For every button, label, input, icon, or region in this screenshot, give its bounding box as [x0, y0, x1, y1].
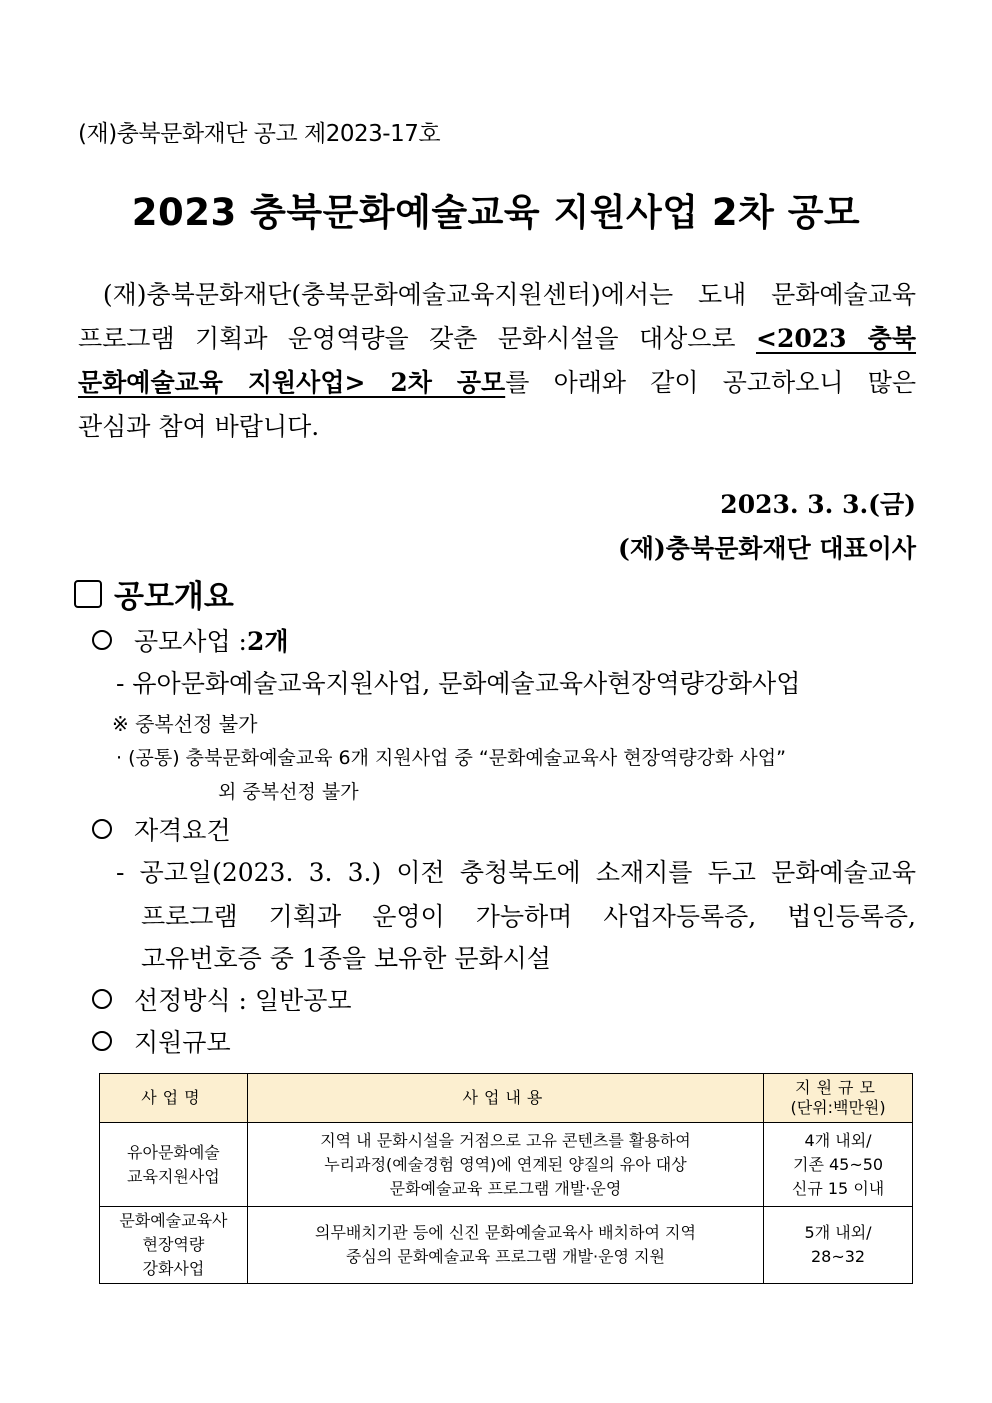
program-item: [92, 622, 289, 658]
page-title: 2023 충북문화예술교육 지원사업 2차 공모: [131, 191, 861, 234]
circle-bullet-icon: [92, 819, 112, 839]
table-header-row: [100, 1074, 913, 1123]
header-program-name: 사업명: [100, 1074, 248, 1123]
row-program-content: 의무배치기관 등에 신진 문화예술교육사 배치하여 지역 중심의 문화예술교육 프로그램 개발·운영 지원: [247, 1207, 763, 1284]
eligibility-label: 자격요건: [134, 816, 231, 845]
header-support-scale: [764, 1074, 913, 1123]
program-label: 공모사업 :: [134, 627, 247, 656]
scale-item: [92, 1023, 231, 1059]
row-support-scale: 4개 내외/ 기존 45~50 신규 15 이내: [764, 1123, 913, 1207]
circle-bullet-icon: [92, 1031, 112, 1051]
header-program-content: 사업내용: [247, 1074, 763, 1123]
row-program-name: 유아문화예술 교육지원사업: [100, 1123, 248, 1207]
intro-highlight-2: 문화예술교육 지원사업> 2차 공모: [78, 368, 506, 397]
intro-line-1: (재)충북문화재단(충북문화예술교육지원센터)에서는 도내 문화예술교육: [102, 280, 916, 309]
table-row: [100, 1207, 913, 1284]
section-heading: [74, 571, 234, 616]
eligibility-line-3: 고유번호증 중 1종을 보유한 문화시설: [141, 944, 551, 973]
row-support-scale: 5개 내외/ 28~32: [764, 1207, 913, 1284]
square-bullet-icon: [74, 580, 102, 608]
selection-item: [92, 981, 352, 1017]
notice-date: 2023. 3. 3.(금): [720, 490, 916, 519]
header-scale-title: 지원규모: [795, 1078, 881, 1097]
table-row: [100, 1123, 913, 1207]
row-program-content: 지역 내 문화시설을 거점으로 고유 콘텐츠를 활용하여 누리과정(예술경험 영역)에 연계된 양질의 유아 대상 문화예술교육 프로그램 개발·운영: [247, 1123, 763, 1207]
intro-highlight-1: <2023 충북: [756, 324, 917, 353]
intro-line-4: 관심과 참여 바랍니다.: [78, 412, 320, 441]
duplicate-note-line-1: · (공통) 충북문화예술교육 6개 지원사업 중 “문화예술교육사 현장역량강화 사업”: [116, 747, 786, 769]
organization-signature: (재)충북문화재단 대표이사: [617, 534, 916, 563]
eligibility-line-1: - 공고일(2023. 3. 3.) 이전 충청북도에 소재지를 두고 문화예술교육: [116, 858, 916, 887]
duplicate-note-line-2: 외 중복선정 불가: [218, 781, 359, 803]
circle-bullet-icon: [92, 989, 112, 1009]
selection-text: 선정방식 : 일반공모: [134, 986, 352, 1015]
row-program-name: 문화예술교육사 현장역량 강화사업: [100, 1207, 248, 1284]
intro-line-3: 문화예술교육 지원사업> 2차 공모를 아래와 같이 공고하오니 많은: [78, 368, 916, 397]
section-title: 공모개요: [114, 579, 234, 615]
eligibility-item: [92, 811, 231, 847]
support-scale-table: [99, 1073, 913, 1284]
circle-bullet-icon: [92, 630, 112, 650]
duplicate-note-title: ※ 중복선정 불가: [112, 712, 258, 736]
eligibility-line-2: 프로그램 기획과 운영이 가능하며 사업자등록증, 법인등록증,: [141, 902, 916, 931]
program-detail: - 유아문화예술교육지원사업, 문화예술교육사현장역량강화사업: [116, 669, 801, 698]
intro-line-2: 프로그램 기획과 운영역량을 갖춘 문화시설을 대상으로 <2023 충북: [78, 324, 917, 353]
header-scale-unit: (단위:백만원): [790, 1098, 886, 1117]
notice-number: (재)충북문화재단 공고 제2023-17호: [78, 121, 441, 147]
scale-label: 지원규모: [134, 1028, 231, 1057]
program-count: 2개: [246, 627, 289, 656]
